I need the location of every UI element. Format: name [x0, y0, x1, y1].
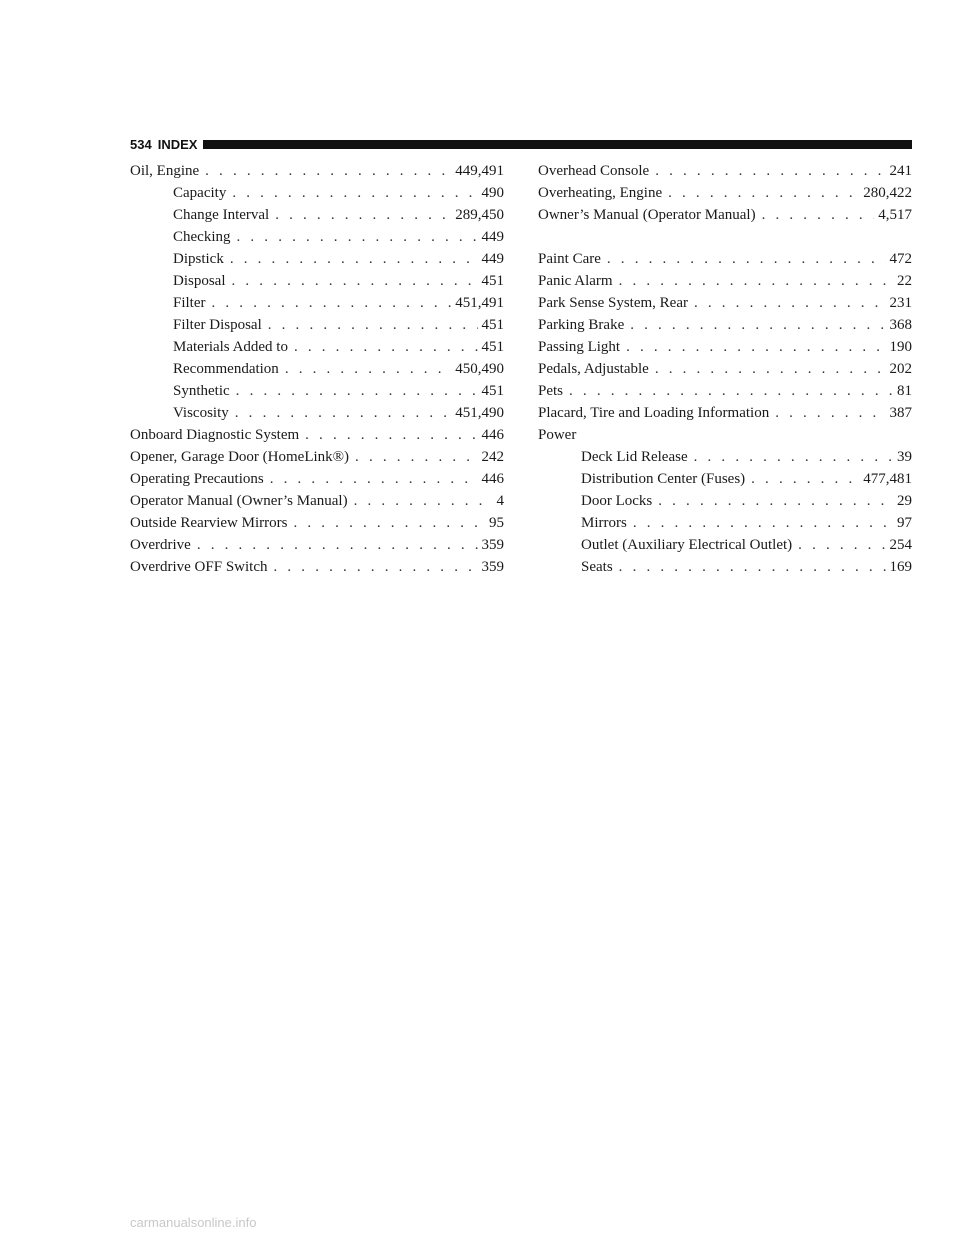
dot-leader	[668, 182, 859, 204]
dot-leader	[235, 402, 451, 424]
dot-leader	[232, 182, 477, 204]
index-entry	[538, 270, 912, 292]
index-subentry	[130, 336, 504, 358]
entry-page-ref: 289,450	[455, 207, 504, 223]
index-subentry	[130, 226, 504, 248]
entry-term: Passing Light	[538, 339, 621, 355]
entry-page-ref: 446	[481, 427, 504, 443]
entry-term: Park Sense System, Rear	[538, 295, 688, 311]
dot-leader	[275, 204, 451, 226]
entry-page-ref: 451	[481, 339, 504, 355]
dot-leader	[274, 556, 478, 578]
entry-term: Change Interval	[173, 207, 270, 223]
index-entry	[538, 380, 912, 402]
dot-leader	[294, 336, 478, 358]
dot-leader	[694, 446, 893, 468]
dot-leader	[619, 270, 893, 292]
entry-page-ref: 4,517	[878, 207, 912, 223]
dot-leader	[285, 358, 451, 380]
index-subentry	[130, 402, 504, 424]
dot-leader	[212, 292, 452, 314]
entry-term: Oil, Engine	[130, 163, 200, 179]
entry-term: Overhead Console	[538, 163, 650, 179]
dot-leader	[694, 292, 886, 314]
entry-page-ref: 451	[481, 273, 504, 289]
dot-leader	[655, 160, 885, 182]
index-entry	[538, 424, 912, 446]
index-subentry	[130, 358, 504, 380]
index-entry	[130, 556, 504, 578]
index-entry	[130, 468, 504, 490]
index-subentry	[130, 380, 504, 402]
index-entry	[538, 358, 912, 380]
dot-leader	[619, 556, 886, 578]
entry-page-ref: 169	[889, 559, 912, 575]
dot-leader	[230, 248, 478, 270]
entry-page-ref: 242	[481, 449, 504, 465]
entry-page-ref: 22	[897, 273, 912, 289]
page-number: 534	[130, 136, 152, 152]
dot-leader	[236, 380, 478, 402]
dot-leader	[607, 248, 886, 270]
entry-term: Panic Alarm	[538, 273, 613, 289]
index-column-right	[538, 160, 912, 578]
index-subentry	[538, 490, 912, 512]
entry-term: Dipstick	[173, 251, 224, 267]
entry-term: Materials Added to	[173, 339, 288, 355]
page-header	[130, 133, 912, 155]
entry-term: Filter Disposal	[173, 317, 262, 333]
entry-page-ref: 451	[481, 383, 504, 399]
dot-leader	[197, 534, 478, 556]
entry-term: Viscosity	[173, 405, 229, 421]
entry-page-ref: 202	[889, 361, 912, 377]
dot-leader	[630, 314, 885, 336]
entry-page-ref: 231	[889, 295, 912, 311]
entry-term: Seats	[581, 559, 613, 575]
entry-term: Overdrive OFF Switch	[130, 559, 268, 575]
index-subentry	[130, 314, 504, 336]
entry-term: Mirrors	[581, 515, 627, 531]
dot-leader	[633, 512, 893, 534]
entry-term: Operating Precautions	[130, 471, 264, 487]
entry-term: Filter	[173, 295, 206, 311]
entry-page-ref: 280,422	[863, 185, 912, 201]
entry-page-ref: 449,491	[455, 163, 504, 179]
entry-term: Synthetic	[173, 383, 230, 399]
dot-leader	[569, 380, 893, 402]
entry-term: Pedals, Adjustable	[538, 361, 649, 377]
index-entry	[538, 314, 912, 336]
entry-term: Capacity	[173, 185, 227, 201]
dot-leader	[268, 314, 478, 336]
dot-leader	[655, 358, 886, 380]
index-entry	[130, 160, 504, 182]
watermark: carmanualsonline.info	[130, 1215, 257, 1230]
entry-page-ref: 446	[481, 471, 504, 487]
dot-leader	[305, 424, 477, 446]
index-entry	[130, 512, 504, 534]
index-subentry	[538, 512, 912, 534]
entry-page-ref: 81	[897, 383, 912, 399]
index-entry	[538, 292, 912, 314]
index-subentry	[130, 182, 504, 204]
entry-term: Overheating, Engine	[538, 185, 663, 201]
entry-term: Deck Lid Release	[581, 449, 688, 465]
index-entry	[538, 248, 912, 270]
index-column-left	[130, 160, 504, 578]
entry-term: Owner’s Manual (Operator Manual)	[538, 207, 756, 223]
entry-term: Overdrive	[130, 537, 191, 553]
index-entry	[130, 490, 504, 512]
entry-term: Onboard Diagnostic System	[130, 427, 300, 443]
entry-term: Placard, Tire and Loading Information	[538, 405, 770, 421]
entry-term: Distribution Center (Fuses)	[581, 471, 746, 487]
entry-term: Paint Care	[538, 251, 601, 267]
entry-term: Outside Rearview Mirrors	[130, 515, 288, 531]
index-entry	[538, 160, 912, 182]
entry-term: Opener, Garage Door (HomeLink®)	[130, 449, 350, 465]
dot-leader	[658, 490, 893, 512]
entry-page-ref: 472	[889, 251, 912, 267]
entry-term: Operator Manual (Owner’s Manual)	[130, 493, 348, 509]
entry-term: Disposal	[173, 273, 226, 289]
entry-page-ref: 97	[897, 515, 912, 531]
dot-leader	[354, 490, 493, 512]
entry-page-ref: 449	[481, 251, 504, 267]
dot-leader	[798, 534, 885, 556]
entry-page-ref: 241	[889, 163, 912, 179]
dot-leader	[751, 468, 859, 490]
entry-term: Pets	[538, 383, 564, 399]
entry-page-ref: 359	[481, 537, 504, 553]
index-entry	[538, 204, 912, 226]
entry-term: Power	[538, 427, 577, 443]
entry-page-ref: 368	[889, 317, 912, 333]
dot-leader	[205, 160, 451, 182]
dot-leader	[762, 204, 875, 226]
entry-page-ref: 449	[481, 229, 504, 245]
index-subentry	[538, 468, 912, 490]
dot-leader	[232, 270, 478, 292]
dot-leader	[237, 226, 478, 248]
entry-term: Outlet (Auxiliary Electrical Outlet)	[581, 537, 793, 553]
index-entry	[538, 402, 912, 424]
entry-page-ref: 29	[897, 493, 912, 509]
index-entry	[130, 446, 504, 468]
entry-page-ref: 39	[897, 449, 912, 465]
index-subentry	[130, 248, 504, 270]
entry-page-ref: 451	[481, 317, 504, 333]
index-subentry	[130, 204, 504, 226]
entry-term: Checking	[173, 229, 231, 245]
entry-page-ref: 359	[481, 559, 504, 575]
index-subentry	[538, 446, 912, 468]
entry-page-ref: 4	[496, 493, 504, 509]
dot-leader	[775, 402, 885, 424]
index-entry	[538, 336, 912, 358]
dot-leader	[293, 512, 485, 534]
entry-page-ref: 451,490	[455, 405, 504, 421]
section-title: INDEX	[157, 136, 198, 152]
entry-page-ref: 190	[889, 339, 912, 355]
index-subentry	[538, 556, 912, 578]
index-subentry	[130, 270, 504, 292]
entry-term: Parking Brake	[538, 317, 625, 333]
dot-leader	[626, 336, 885, 358]
index-entry	[130, 424, 504, 446]
entry-page-ref: 477,481	[863, 471, 912, 487]
index-entry	[130, 534, 504, 556]
index-entry	[538, 182, 912, 204]
header-rule	[203, 140, 912, 149]
dot-leader	[355, 446, 477, 468]
entry-page-ref: 490	[481, 185, 504, 201]
dot-leader	[270, 468, 478, 490]
entry-page-ref: 387	[889, 405, 912, 421]
entry-page-ref: 95	[489, 515, 504, 531]
index-subentry	[130, 292, 504, 314]
entry-page-ref: 451,491	[455, 295, 504, 311]
entry-term: Door Locks	[581, 493, 653, 509]
entry-page-ref: 254	[889, 537, 912, 553]
index-subentry	[538, 534, 912, 556]
entry-page-ref: 450,490	[455, 361, 504, 377]
entry-term: Recommendation	[173, 361, 279, 377]
